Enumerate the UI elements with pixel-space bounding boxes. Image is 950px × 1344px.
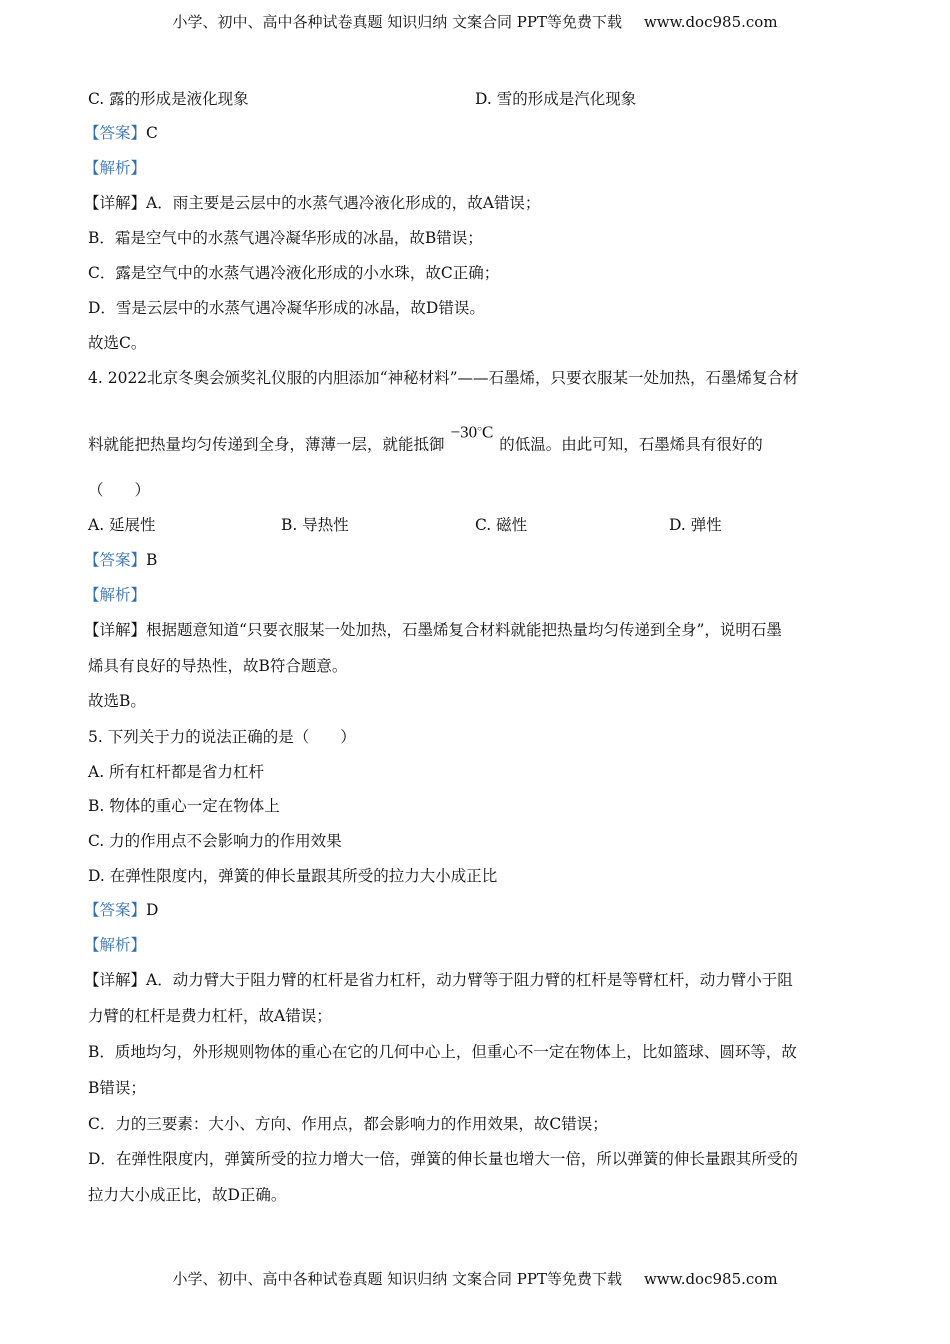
detail-line: 根据题意知道“只要衣服某一处加热，石墨烯复合材料就能把热量均匀传递到全身”，说明石墨 [146, 621, 782, 639]
q4-option-b: B. 导热性 [281, 516, 349, 534]
detail-line: D．在弹性限度内，弹簧所受的拉力增大一倍，弹簧的伸长量也增大一倍，所以弹簧的伸长量跟其所受的 [88, 1150, 798, 1168]
q3-option-c: C. 露的形成是液化现象 [88, 90, 249, 108]
q4-option-c: C. 磁性 [475, 516, 528, 534]
detail-line: A．动力臂大于阻力臂的杠杆是省力杠杆，动力臂等于阻力臂的杠杆是等臂杠杆，动力臂小于阻 [146, 971, 793, 989]
q4-stem-line1: 4. 2022北京冬奥会颁奖礼仪服的内胆添加“神秘材料”——石墨烯，只要衣服某一处加热，石墨烯复合材 [88, 369, 799, 387]
detail-line: 烯具有良好的导热性，故B符合题意。 [88, 657, 348, 675]
footer-url[interactable]: www.doc985.com [643, 1270, 778, 1288]
temperature-formula: −30○C [450, 422, 494, 442]
detail-line: 拉力大小成正比，故D正确。 [88, 1186, 287, 1204]
detail-line: A．雨主要是云层中的水蒸气遇冷液化形成的，故A错误； [146, 194, 541, 212]
page-footer [0, 1269, 950, 1289]
answer-value: C [146, 124, 158, 142]
detail-line: B．质地均匀，外形规则物体的重心在它的几何中心上，但重心不一定在物体上，比如篮球、圆环等，故 [88, 1043, 797, 1061]
detail-line: C．露是空气中的水蒸气遇冷液化形成的小水珠，故C正确； [88, 264, 500, 282]
q4-option-a: A. 延展性 [88, 516, 156, 534]
q3-detail [84, 193, 540, 213]
detail-tag: 【详解】 [84, 971, 147, 989]
detail-line: B错误； [88, 1079, 146, 1097]
q4-detail [84, 620, 782, 640]
analysis-tag: 【解析】 [84, 586, 147, 604]
detail-tag: 【详解】 [84, 194, 147, 212]
q5-stem: 5. 下列关于力的说法正确的是（ ） [88, 728, 356, 746]
answer-tag: 【答案】 [84, 124, 147, 142]
header-text: 小学、初中、高中各种试卷真题 知识归纳 文案合同 PPT等免费下载 [172, 13, 622, 31]
answer-tag: 【答案】 [84, 901, 147, 919]
conclusion-line: 故选B。 [88, 692, 146, 710]
footer-text: 小学、初中、高中各种试卷真题 知识归纳 文案合同 PPT等免费下载 [172, 1270, 622, 1288]
conclusion-line: 故选C。 [88, 334, 147, 352]
q4-paren: （ ） [88, 481, 151, 499]
q5-answer [84, 900, 158, 920]
detail-line: B．霜是空气中的水蒸气遇冷凝华形成的冰晶，故B错误； [88, 229, 483, 247]
temp-unit: C [481, 422, 494, 442]
q5-detail [84, 970, 793, 990]
answer-value: B [146, 551, 158, 569]
q4-option-d: D. 弹性 [669, 516, 722, 534]
answer-value: D [146, 901, 159, 919]
analysis-tag: 【解析】 [84, 159, 147, 177]
temp-value: −30 [450, 422, 478, 442]
q5-option-a: A. 所有杠杆都是省力杠杆 [88, 763, 265, 781]
q5-option-c: C. 力的作用点不会影响力的作用效果 [88, 832, 342, 850]
q5-option-d: D. 在弹性限度内，弹簧的伸长量跟其所受的拉力大小成正比 [88, 867, 498, 885]
header-url[interactable]: www.doc985.com [643, 13, 778, 31]
page-header [0, 12, 950, 32]
q4-stem-line2 [88, 422, 763, 455]
detail-line: 力臂的杠杆是费力杠杆，故A错误； [88, 1007, 332, 1025]
q4-answer [84, 550, 157, 570]
detail-tag: 【详解】 [84, 621, 147, 639]
analysis-tag: 【解析】 [84, 936, 147, 954]
q5-analysis-tag [84, 935, 146, 955]
stem-text: 料就能把热量均匀传递到全身，薄薄一层，就能抵御 [88, 435, 445, 454]
q3-answer [84, 123, 158, 143]
detail-line: D．雪是云层中的水蒸气遇冷凝华形成的冰晶，故D错误。 [88, 299, 485, 317]
q3-option-d: D. 雪的形成是汽化现象 [475, 90, 637, 108]
q5-option-b: B. 物体的重心一定在物体上 [88, 797, 280, 815]
stem-text: 的低温。由此可知，石墨烯具有很好的 [499, 435, 763, 454]
q3-analysis-tag [84, 158, 146, 178]
q4-analysis-tag [84, 585, 146, 605]
answer-tag: 【答案】 [84, 551, 147, 569]
detail-line: C．力的三要素：大小、方向、作用点，都会影响力的作用效果，故C错误； [88, 1115, 608, 1133]
